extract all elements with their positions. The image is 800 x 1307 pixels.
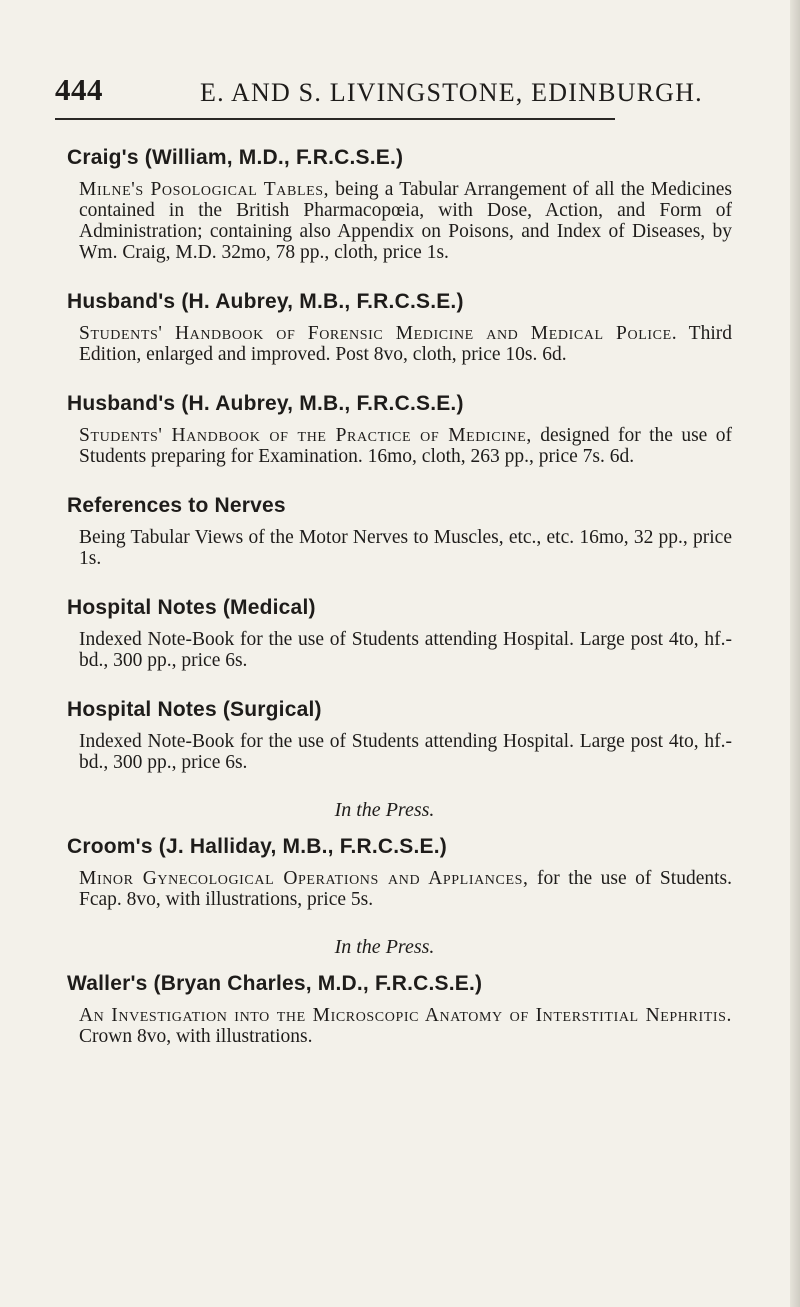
entry-author: Hospital Notes (Surgical)	[67, 698, 322, 721]
entry-details: Third Edition, enlarged and improved. Post 8vo, cloth, price 10s. 6d.	[79, 323, 732, 365]
entry-title: Students' Handbook of Forensic Medicine and Medical Police.	[79, 323, 678, 344]
entry-description	[79, 527, 732, 569]
entry-details: Indexed Note-Book for the use of Students attending Hospital. Large post 4to, hf.-bd., 300 pp., price 6s.	[79, 629, 732, 671]
entry-details: designed for the use of Students preparing for Examination. 16mo, cloth, 263 pp., price 7s. 6d.	[79, 425, 732, 467]
entry-author: Waller's (Bryan Charles, M.D., F.R.C.S.E.)	[67, 972, 483, 995]
entry-title: An Investigation into the Microscopic Anatomy of Interstitial Nephritis.	[79, 1005, 732, 1026]
entry-description	[79, 323, 732, 365]
entry-description	[79, 868, 732, 910]
catalogue-entry	[67, 391, 732, 467]
publisher-heading: E. AND S. LIVINGSTONE, EDINBURGH.	[200, 78, 703, 107]
entry-description	[79, 629, 732, 671]
entry-title: Milne's Posological Tables,	[79, 179, 330, 200]
entry-author: References to Nerves	[67, 494, 286, 517]
entry-author: Hospital Notes (Medical)	[67, 596, 316, 619]
entry-description	[79, 1005, 732, 1047]
entry-details: Being Tabular Views of the Motor Nerves to Muscles, etc., etc. 16mo, 32 pp., price 1s.	[79, 527, 732, 569]
entry-details: Crown 8vo, with illustrations.	[79, 1026, 313, 1047]
entry-author: Husband's (H. Aubrey, M.B., F.R.C.S.E.)	[67, 290, 464, 313]
entry-title: Students' Handbook of the Practice of Medicine,	[79, 425, 532, 446]
page-edge-shadow	[790, 0, 800, 1307]
catalogue-entries	[67, 145, 732, 1073]
in-press-note: In the Press.	[334, 799, 435, 821]
in-press-note: In the Press.	[334, 936, 435, 958]
entry-details: being a Tabular Arrangement of all the Medicines contained in the British Pharmacopœia, with Dose, Action, and Form of Administration; containing also Appendix on Poisons, and Index of Diseases, by Wm. Craig, M.D. 32mo, 78 pp., cloth, price 1s.	[79, 179, 732, 263]
entry-title: Minor Gynecological Operations and Appliances,	[79, 868, 529, 889]
catalogue-entry	[67, 595, 732, 671]
entry-description	[79, 179, 732, 263]
page-number: 444	[55, 72, 103, 107]
entry-author: Croom's (J. Halliday, M.B., F.R.C.S.E.)	[67, 835, 447, 858]
entry-author: Craig's (William, M.D., F.R.C.S.E.)	[67, 146, 404, 169]
header-rule	[55, 118, 615, 120]
catalogue-entry	[67, 834, 732, 910]
catalogue-entry	[67, 971, 732, 1047]
running-head	[55, 72, 755, 114]
catalogue-entry	[67, 145, 732, 263]
entry-details: for the use of Students. Fcap. 8vo, with illustrations, price 5s.	[79, 868, 732, 910]
catalogue-entry	[67, 493, 732, 569]
entry-description	[79, 425, 732, 467]
entry-description	[79, 731, 732, 773]
entry-author: Husband's (H. Aubrey, M.B., F.R.C.S.E.)	[67, 392, 464, 415]
catalogue-entry	[67, 289, 732, 365]
catalogue-entry	[67, 697, 732, 773]
entry-details: Indexed Note-Book for the use of Students attending Hospital. Large post 4to, hf.-bd., 300 pp., price 6s.	[79, 731, 732, 773]
